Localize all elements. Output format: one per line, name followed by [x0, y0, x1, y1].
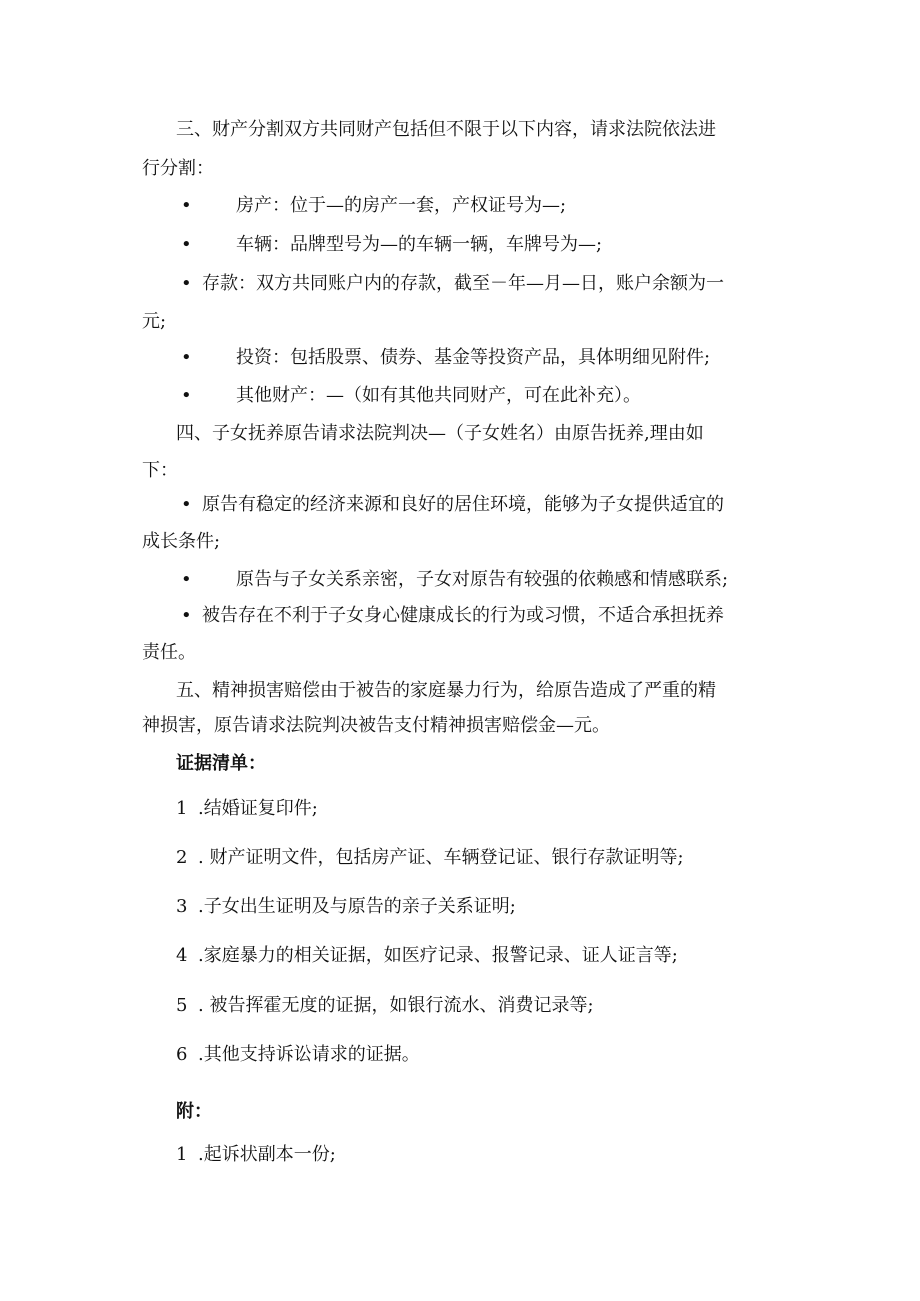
bullet-marker: •: [181, 385, 192, 406]
evidence-item-text: .结婚证复印件;: [198, 798, 318, 819]
evidence-item-text: . 财产证明文件，包括房产证、车辆登记证、银行存款证明等;: [198, 847, 684, 868]
list-item-reason-3: 被告存在不利于子女身心健康成长的行为或习惯，不适合承担抚养: [202, 605, 724, 626]
evidence-item-text: .家庭暴力的相关证据，如医疗记录、报警记录、证人证言等;: [198, 945, 678, 966]
bullet-marker: •: [181, 347, 192, 368]
evidence-item-number: 2: [176, 847, 188, 868]
attachment-title: 附：: [176, 1101, 212, 1122]
attachment-item-number: 1: [176, 1144, 188, 1165]
section4-heading-line1: 四、子女抚养原告请求法院判决—（子女姓名）由原告抚养,理由如: [176, 423, 704, 444]
section3-heading-line2: 行分割：: [142, 158, 214, 179]
evidence-item-text: .子女出生证明及与原告的亲子关系证明;: [198, 896, 516, 917]
bullet-marker: •: [181, 569, 192, 590]
section5-heading-line2: 神损害，原告请求法院判决被告支付精神损害赔偿金—元。: [142, 715, 610, 736]
list-item-house: 房产：位于—的房产一套，产权证号为—;: [236, 195, 567, 216]
list-item-investment: 投资：包括股票、债券、基金等投资产品，具体明细见附件;: [236, 347, 711, 368]
evidence-title: 证据清单：: [176, 753, 266, 774]
evidence-item-number: 5: [176, 995, 188, 1016]
evidence-item-number: 6: [176, 1044, 188, 1065]
evidence-item-number: 3: [176, 896, 188, 917]
bullet-marker: •: [181, 195, 192, 216]
bullet-marker: •: [181, 494, 192, 515]
list-item-reason-3-cont: 责任。: [142, 642, 196, 663]
evidence-item-number: 4: [176, 945, 188, 966]
list-item-deposit-cont: 元;: [142, 311, 167, 332]
bullet-marker: •: [181, 605, 192, 626]
list-item-deposit: 存款：双方共同账户内的存款，截至－年—月—日，账户余额为一: [202, 273, 724, 294]
bullet-marker: •: [181, 273, 192, 294]
list-item-reason-1: 原告有稳定的经济来源和良好的居住环境，能够为子女提供适宜的: [202, 494, 724, 515]
bullet-marker: •: [181, 234, 192, 255]
evidence-item-text: .其他支持诉讼请求的证据。: [198, 1044, 420, 1065]
list-item-vehicle: 车辆：品牌型号为—的车辆一辆，车牌号为—;: [236, 234, 603, 255]
list-item-reason-1-cont: 成长条件;: [142, 531, 221, 552]
list-item-other-property: 其他财产：—（如有其他共同财产，可在此补充）。: [236, 385, 641, 406]
list-item-reason-2: 原告与子女关系亲密，子女对原告有较强的依赖感和情感联系;: [236, 569, 729, 590]
evidence-item-text: . 被告挥霍无度的证据，如银行流水、消费记录等;: [198, 995, 594, 1016]
attachment-item-text: .起诉状副本一份;: [198, 1144, 336, 1165]
section3-heading-line1: 三、财产分割双方共同财产包括但不限于以下内容，请求法院依法进: [176, 119, 716, 140]
section5-heading-line1: 五、精神损害赔偿由于被告的家庭暴力行为，给原告造成了严重的精: [176, 680, 716, 701]
section4-heading-line2: 下：: [142, 460, 178, 481]
evidence-item-number: 1: [176, 798, 188, 819]
